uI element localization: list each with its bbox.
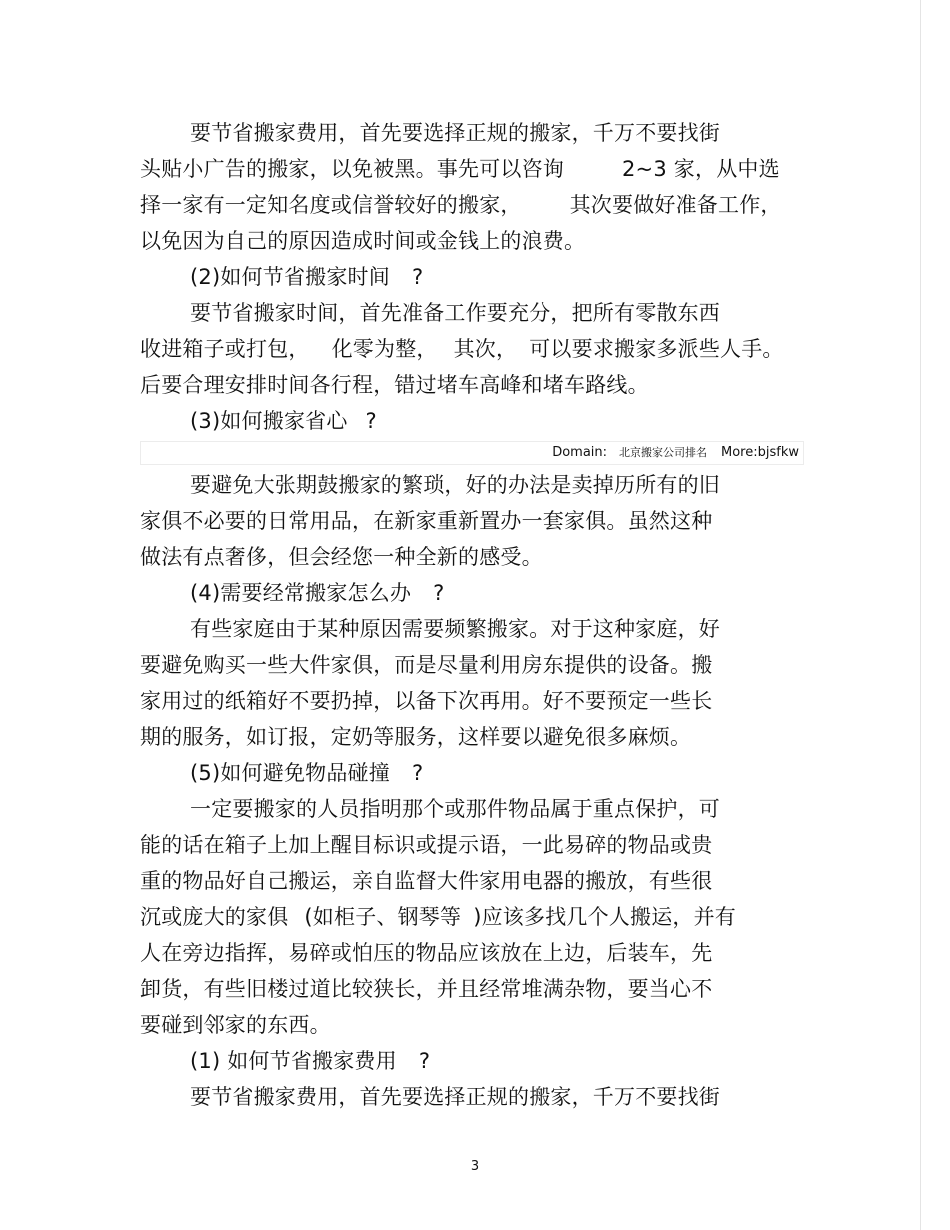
domain-footer-text	[552, 444, 799, 462]
text-line: 有些家庭由于某种原因需要频繁搬家。对于这种家庭，好	[190, 617, 720, 641]
text-line: 以免因为自己的原因造成时间或金钱上的浪费。	[140, 229, 586, 253]
section-heading: (4)需要经常搬家怎么办 ?	[190, 581, 445, 605]
section-heading: (3)如何搬家省心 ?	[190, 409, 377, 433]
text-line: 做法有点奢侈，但会经您一种全新的感受。	[140, 545, 543, 569]
domain-value: 北京搬家公司排名	[619, 446, 708, 459]
text-line: 人在旁边指挥，易碎或怕压的物品应该放在上边，后装车，先	[140, 941, 713, 965]
text-line: 要碰到邻家的东西。	[140, 1013, 331, 1037]
more-label: More:bjsfkw	[721, 445, 799, 460]
text-line: 重的物品好自己搬运，亲自监督大件家用电器的搬放，有些很	[140, 869, 713, 893]
text-line: 要避免大张期鼓搬家的繁琐，好的办法是卖掉历所有的旧	[190, 473, 720, 497]
domain-label: Domain:	[552, 445, 608, 460]
text-line: 一定要搬家的人员指明那个或那件物品属于重点保护，可	[190, 797, 720, 821]
page-edge-rule	[920, 0, 921, 1230]
text-line: 卸货，有些旧楼过道比较狭长，并且经常堆满杂物，要当心不	[140, 977, 713, 1001]
text-line: 要节省搬家时间，首先准备工作要充分，把所有零散东西	[190, 301, 720, 325]
text-line: 期的服务，如订报，定奶等服务，这样要以避免很多麻烦。	[140, 725, 692, 749]
section-heading: (1) 如何节省搬家费用 ?	[190, 1049, 431, 1073]
text-line: 后要合理安排时间各行程，错过堵车高峰和堵车路线。	[140, 373, 649, 397]
text-line: 家用过的纸箱好不要扔掉，以备下次再用。好不要预定一些长	[140, 689, 713, 713]
section-heading: (2)如何节省搬家时间 ?	[190, 265, 424, 289]
text-line: 沉或庞大的家俱 (如柜子、钢琴等 )应该多找几个人搬运，并有	[140, 905, 736, 929]
text-line: 头贴小广告的搬家，以免被黑。事先可以咨询 2~3 家，从中选	[140, 157, 780, 181]
text-line: 能的话在箱子上加上醒目标识或提示语，一此易碎的物品或贵	[140, 833, 713, 857]
section-heading: (5)如何避免物品碰撞 ?	[190, 761, 424, 785]
text-line: 要节省搬家费用，首先要选择正规的搬家，千万不要找街	[190, 1085, 720, 1109]
text-line: 要避免购买一些大件家俱，而是尽量利用房东提供的设备。搬	[140, 653, 713, 677]
domain-footer-bar	[140, 441, 804, 465]
text-line: 要节省搬家费用，首先要选择正规的搬家，千万不要找街	[190, 121, 720, 145]
text-line: 择一家有一定知名度或信誉较好的搬家， 其次要做好准备工作，	[140, 193, 782, 217]
text-line: 收进箱子或打包， 化零为整， 其次， 可以要求搬家多派些人手。	[140, 337, 784, 361]
text-line: 家俱不必要的日常用品，在新家重新置办一套家俱。虽然这种	[140, 509, 713, 533]
page-number: 3	[470, 1159, 480, 1174]
